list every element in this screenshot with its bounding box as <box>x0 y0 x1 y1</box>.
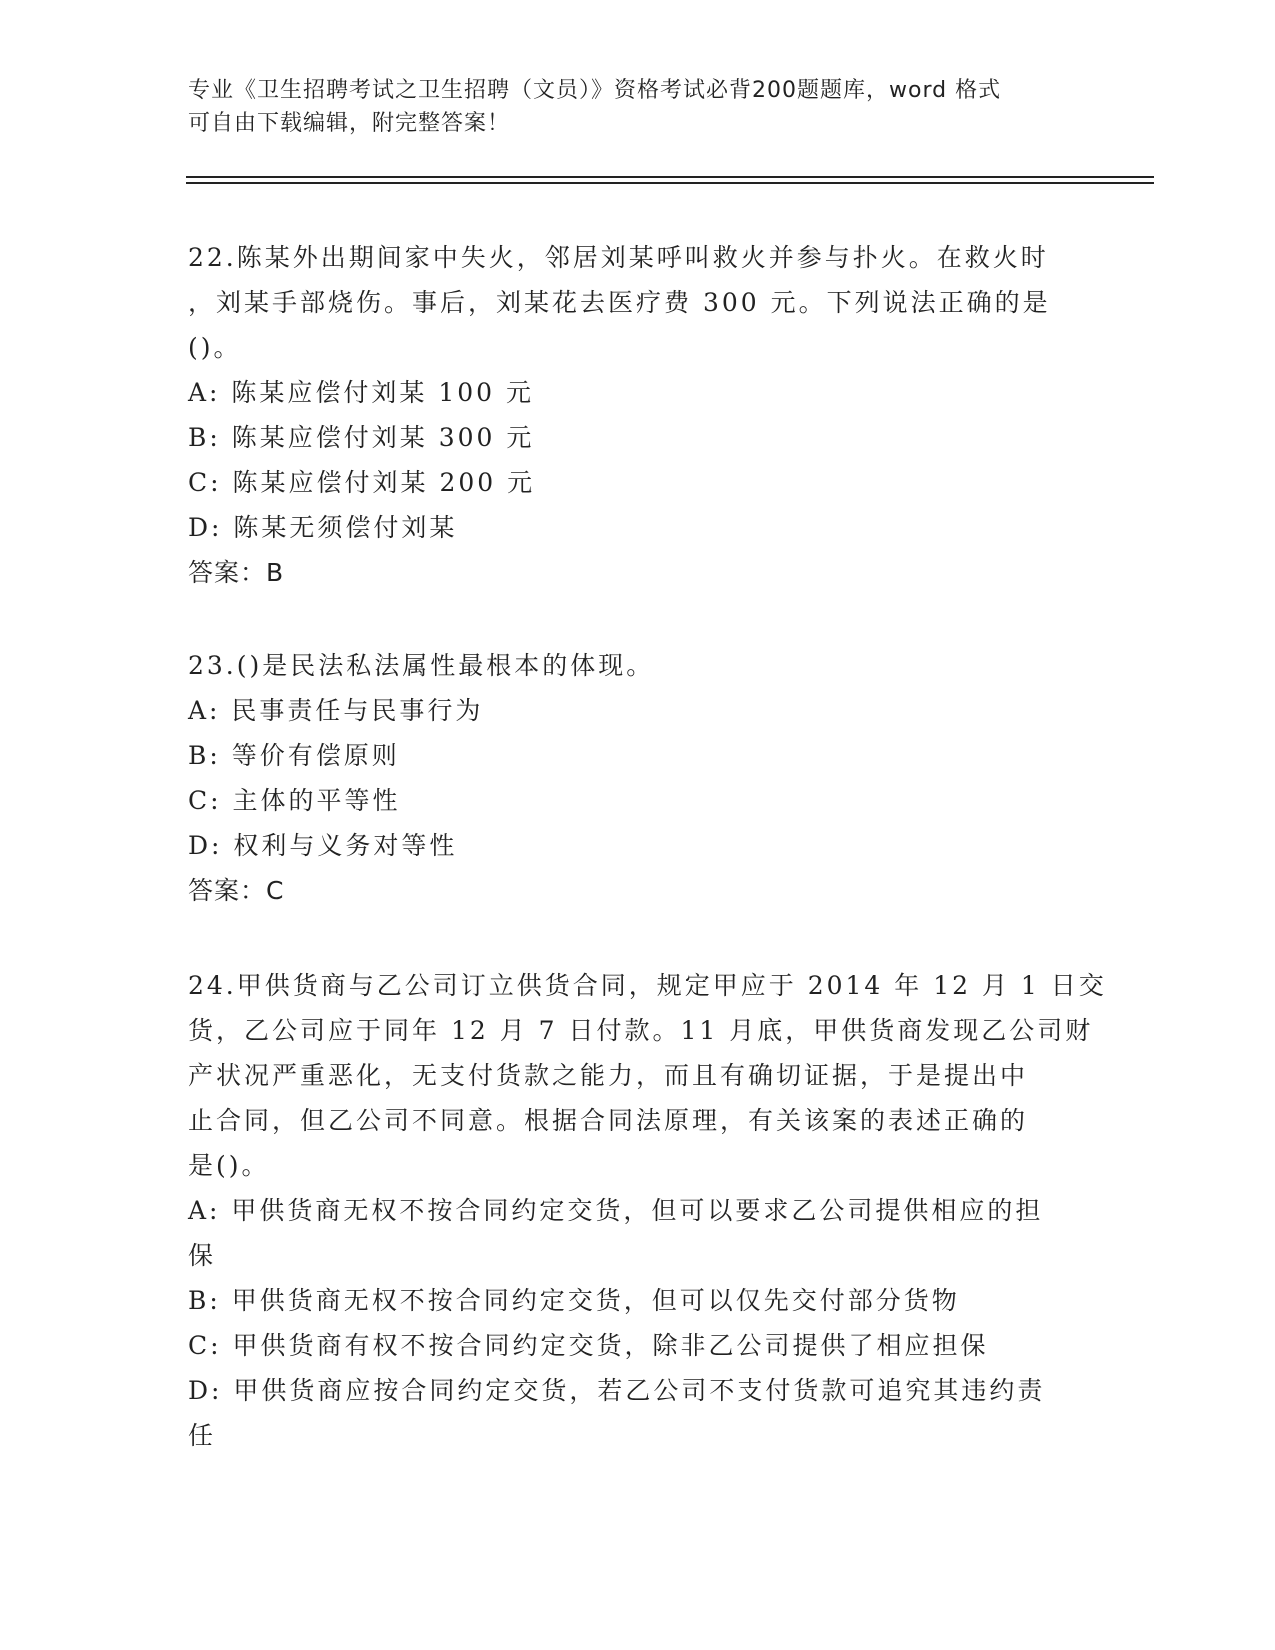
question-stem-line: 止合同，但乙公司不同意。根据合同法原理，有关该案的表述正确的 <box>188 1106 1029 1135</box>
option-b: B: 甲供货商无权不按合同约定交货，但可以仅先交付部分货物 <box>188 1286 960 1315</box>
option-b: B: 等价有偿原则 <box>188 741 400 770</box>
question-23 <box>188 643 1088 913</box>
option-c: C: 主体的平等性 <box>188 786 401 815</box>
option-c: C: 陈某应偿付刘某 200 元 <box>188 468 536 497</box>
option-a: A: 民事责任与民事行为 <box>188 696 484 725</box>
option-c: C: 甲供货商有权不按合同约定交货，除非乙公司提供了相应担保 <box>188 1331 989 1360</box>
question-stem-line: 24.甲供货商与乙公司订立供货合同，规定甲应于 2014 年 12 月 1 日交 <box>188 971 1107 1000</box>
header-line-2: 可自由下载编辑，附完整答案！ <box>188 111 511 136</box>
option-a-continued: 保 <box>188 1241 217 1270</box>
question-stem-line: ()。 <box>188 333 242 362</box>
option-d: D: 陈某无须偿付刘某 <box>188 513 458 542</box>
answer-label: 答案：B <box>188 558 285 587</box>
header-line-1: 专业《卫生招聘考试之卫生招聘（文员）》资格考试必背200题题库，word 格式 <box>188 78 1002 103</box>
option-a: A: 陈某应偿付刘某 100 元 <box>188 378 535 407</box>
option-b: B: 陈某应偿付刘某 300 元 <box>188 423 535 452</box>
question-stem-line: 货，乙公司应于同年 12 月 7 日付款。11 月底，甲供货商发现乙公司财 <box>188 1016 1094 1045</box>
document-header <box>188 74 1068 140</box>
option-d-continued: 任 <box>188 1421 217 1450</box>
question-stem-line: 22.陈某外出期间家中失火，邻居刘某呼叫救火并参与扑火。在救火时 <box>188 243 1049 272</box>
option-d: D: 甲供货商应按合同约定交货，若乙公司不支付货款可追究其违约责 <box>188 1376 1046 1405</box>
question-stem-line: 23.()是民法私法属性最根本的体现。 <box>188 651 655 680</box>
question-stem-line: 产状况严重恶化，无支付货款之能力，而且有确切证据，于是提出中 <box>188 1061 1029 1090</box>
question-22 <box>188 235 1088 595</box>
header-rule-bottom <box>186 182 1154 184</box>
question-stem-line: ，刘某手部烧伤。事后，刘某花去医疗费 300 元。下列说法正确的是 <box>188 288 1051 317</box>
option-d: D: 权利与义务对等性 <box>188 831 458 860</box>
option-a: A: 甲供货商无权不按合同约定交货，但可以要求乙公司提供相应的担 <box>188 1196 1044 1225</box>
answer-label: 答案：C <box>188 876 285 905</box>
question-24 <box>188 963 1107 1458</box>
question-stem-line: 是()。 <box>188 1151 270 1180</box>
header-rule-top <box>186 176 1154 178</box>
